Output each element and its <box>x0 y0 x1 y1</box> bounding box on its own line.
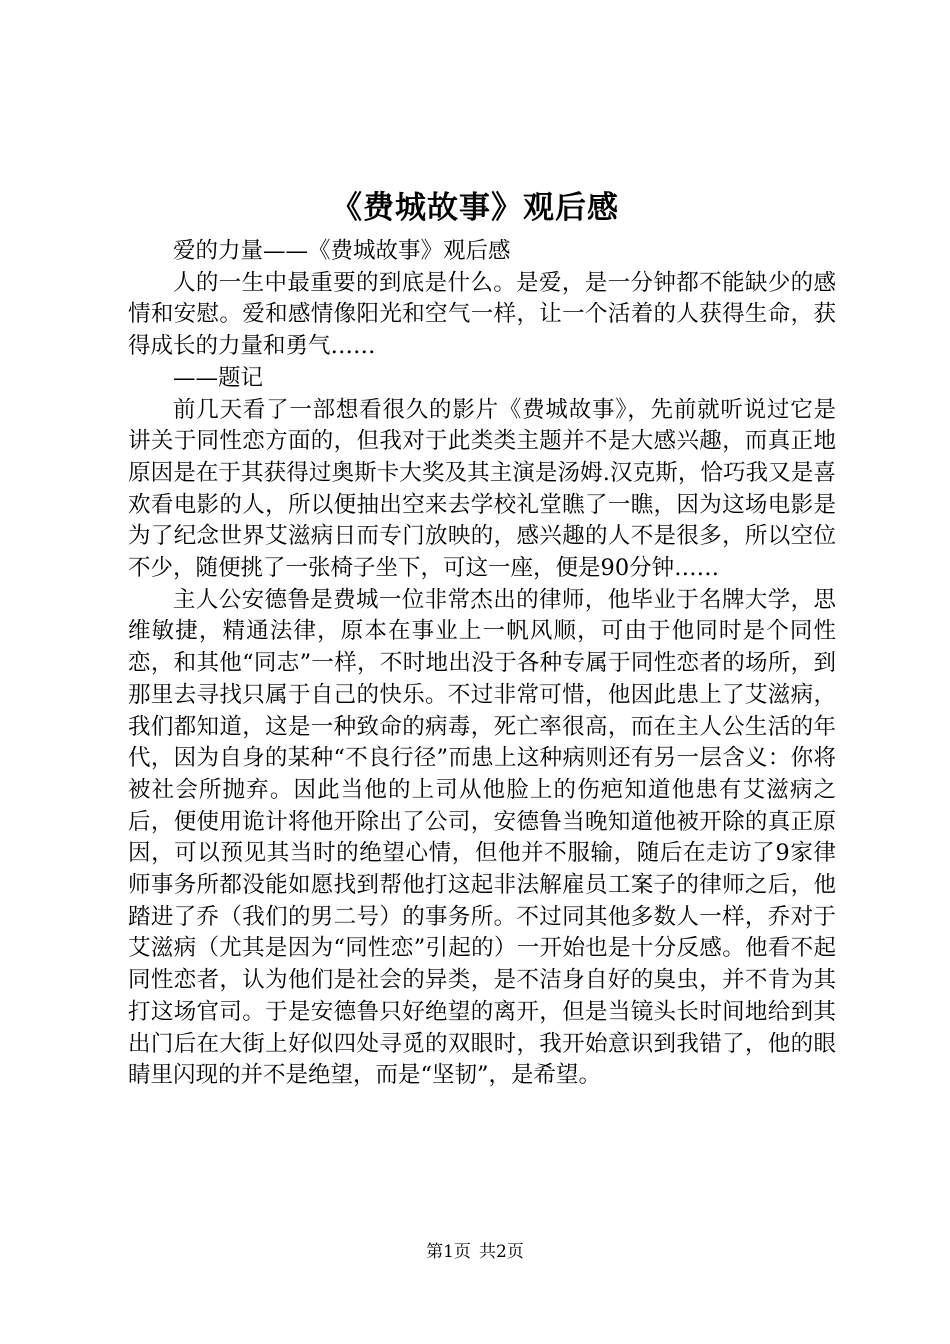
intro-paragraph: 人的一生中最重要的到底是什么。是爱，是一分钟都不能缺少的感情和安慰。爱和感情像阳光和空气一样，让一个活着的人获得生命，获得成长的力量和勇气…… <box>128 269 836 360</box>
page-total: 共2页 <box>479 1242 524 1262</box>
body-paragraph-2: 主人公安德鲁是费城一位非常杰出的律师，他毕业于名牌大学，思维敏捷，精通法律，原本在事业上一帆风顺，可由于他同时是个同性恋，和其他“同志”一样，不时地出没于各种专属于同性恋者的场所，到那里去寻找只属于自己的快乐。不过非常可惜，他因此患上了艾滋病，我们都知道，这是一种致命的病毒，死亡率很高，而在主人公生活的年代，因为自身的某种“不良行径”而患上这种病则还有另一层含义：你将被社会所抛弃。因此当他的上司从他脸上的伤疤知道他患有艾滋病之后，便使用诡计将他开除出了公司，安德鲁当晚知道他被开除的真正原因，可以预见其当时的绝望心情，但他并不服输，随后在走访了9家律师事务所都没能如愿找到帮他打这起非法解雇员工案子的律师之后，他踏进了乔（我们的男二号）的事务所。不过同其他多数人一样，乔对于艾滋病（尤其是因为“同性恋”引起的）一开始也是十分反感。他看不起同性恋者，认为他们是社会的异类，是不洁身自好的臭虫，并不肯为其打这场官司。于是安德鲁只好绝望的离开，但是当镜头长时间地给到其出门后在大街上好似四处寻觅的双眼时，我开始意识到我错了，他的眼睛里闪现的并不是绝望，而是“坚韧”，是希望。 <box>128 586 836 1089</box>
page-number: 第1页 <box>426 1242 471 1262</box>
document-title: 《费城故事》观后感 <box>331 190 619 226</box>
subtitle-paragraph: 爱的力量——《费城故事》观后感 <box>173 238 511 264</box>
epigraph-attribution: ——题记 <box>173 364 264 391</box>
document-body <box>128 236 836 1092</box>
body-paragraph-1: 前几天看了一部想看很久的影片《费城故事》，先前就听说过它是讲关于同性恋方面的，但我对于此类类主题并不是大感兴趣，而真正地原因是在于其获得过奥斯卡大奖及其主演是汤姆.汉克斯，恰巧我又是喜欢看电影的人，所以便抽出空来去学校礼堂瞧了一瞧，因为这场电影是为了纪念世界艾滋病日而专门放映的，感兴趣的人不是很多，所以空位不少，随便挑了一张椅子坐下，可这一座，便是90分钟…… <box>128 396 836 582</box>
page-footer <box>0 1240 950 1264</box>
